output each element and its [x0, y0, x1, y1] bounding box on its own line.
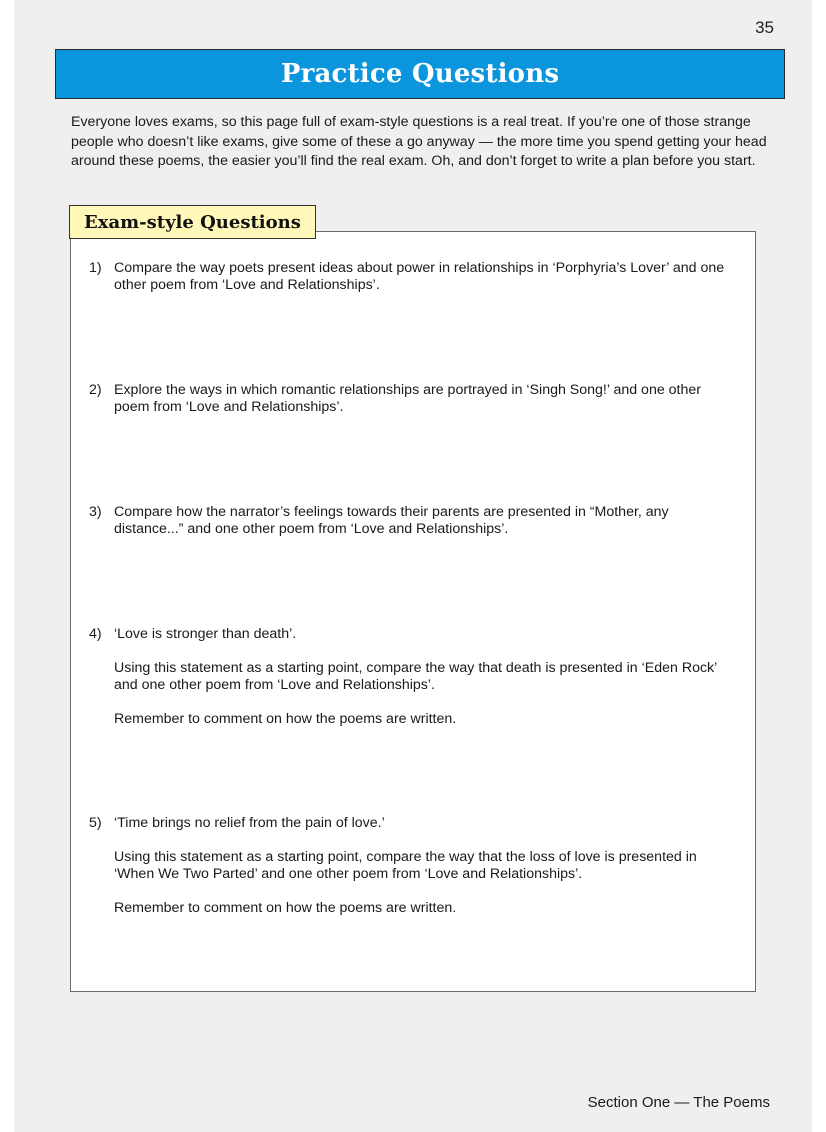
question-1: [89, 260, 739, 294]
question-number: 5): [89, 815, 102, 831]
footer-section-label: Section One — The Poems: [587, 1094, 770, 1111]
question-text: Explore the ways in which romantic relationships are portrayed in ‘Singh Song!’ and one other poem from ‘Love and Relationships’.: [114, 382, 702, 415]
question-2: [89, 382, 739, 416]
intro-paragraph: Everyone loves exams, so this page full of exam-style questions is a real treat. If you’re one of those strange people who doesn’t like exams, give some of these a go anyway — the more time you spend getting your head around these poems, the easier you’ll find the real exam. Oh, and don’t forget to write a plan before you start.: [71, 114, 767, 169]
question-5: [89, 815, 739, 917]
title-banner: [55, 49, 785, 99]
question-text: Compare how the narrator’s feelings towards their parents are presented in “Mother, any distance...” and one other poem from ‘Love and Relationships’.: [114, 504, 669, 537]
page-number: 35: [755, 18, 774, 37]
question-statement: ‘Love is stronger than death’.: [114, 626, 297, 642]
question-3: [89, 504, 739, 538]
question-reminder: Remember to comment on how the poems are written.: [114, 711, 457, 727]
questions-heading: Exam-style Questions: [84, 211, 301, 233]
question-number: 3): [89, 504, 102, 520]
question-statement: ‘Time brings no relief from the pain of love.’: [114, 815, 385, 831]
questions-heading-tab: [69, 205, 316, 239]
question-number: 4): [89, 626, 102, 642]
question-number: 1): [89, 260, 102, 276]
question-number: 2): [89, 382, 102, 398]
question-text: Using this statement as a starting point, compare the way that the loss of love is presented in ‘When We Two Parted’ and one other poem from ‘Love and Relationships’.: [114, 849, 697, 882]
question-text: Compare the way poets present ideas about power in relationships in ‘Porphyria’s Lover’ and one other poem from ‘Love and Relationships’.: [114, 260, 725, 293]
question-text: Using this statement as a starting point, compare the way that death is presented in ‘Eden Rock’ and one other poem from ‘Love and Relationships’.: [114, 660, 717, 693]
question-4: [89, 626, 739, 728]
question-reminder: Remember to comment on how the poems are written.: [114, 900, 457, 916]
page-title: Practice Questions: [280, 59, 560, 89]
page: [14, 0, 812, 1132]
